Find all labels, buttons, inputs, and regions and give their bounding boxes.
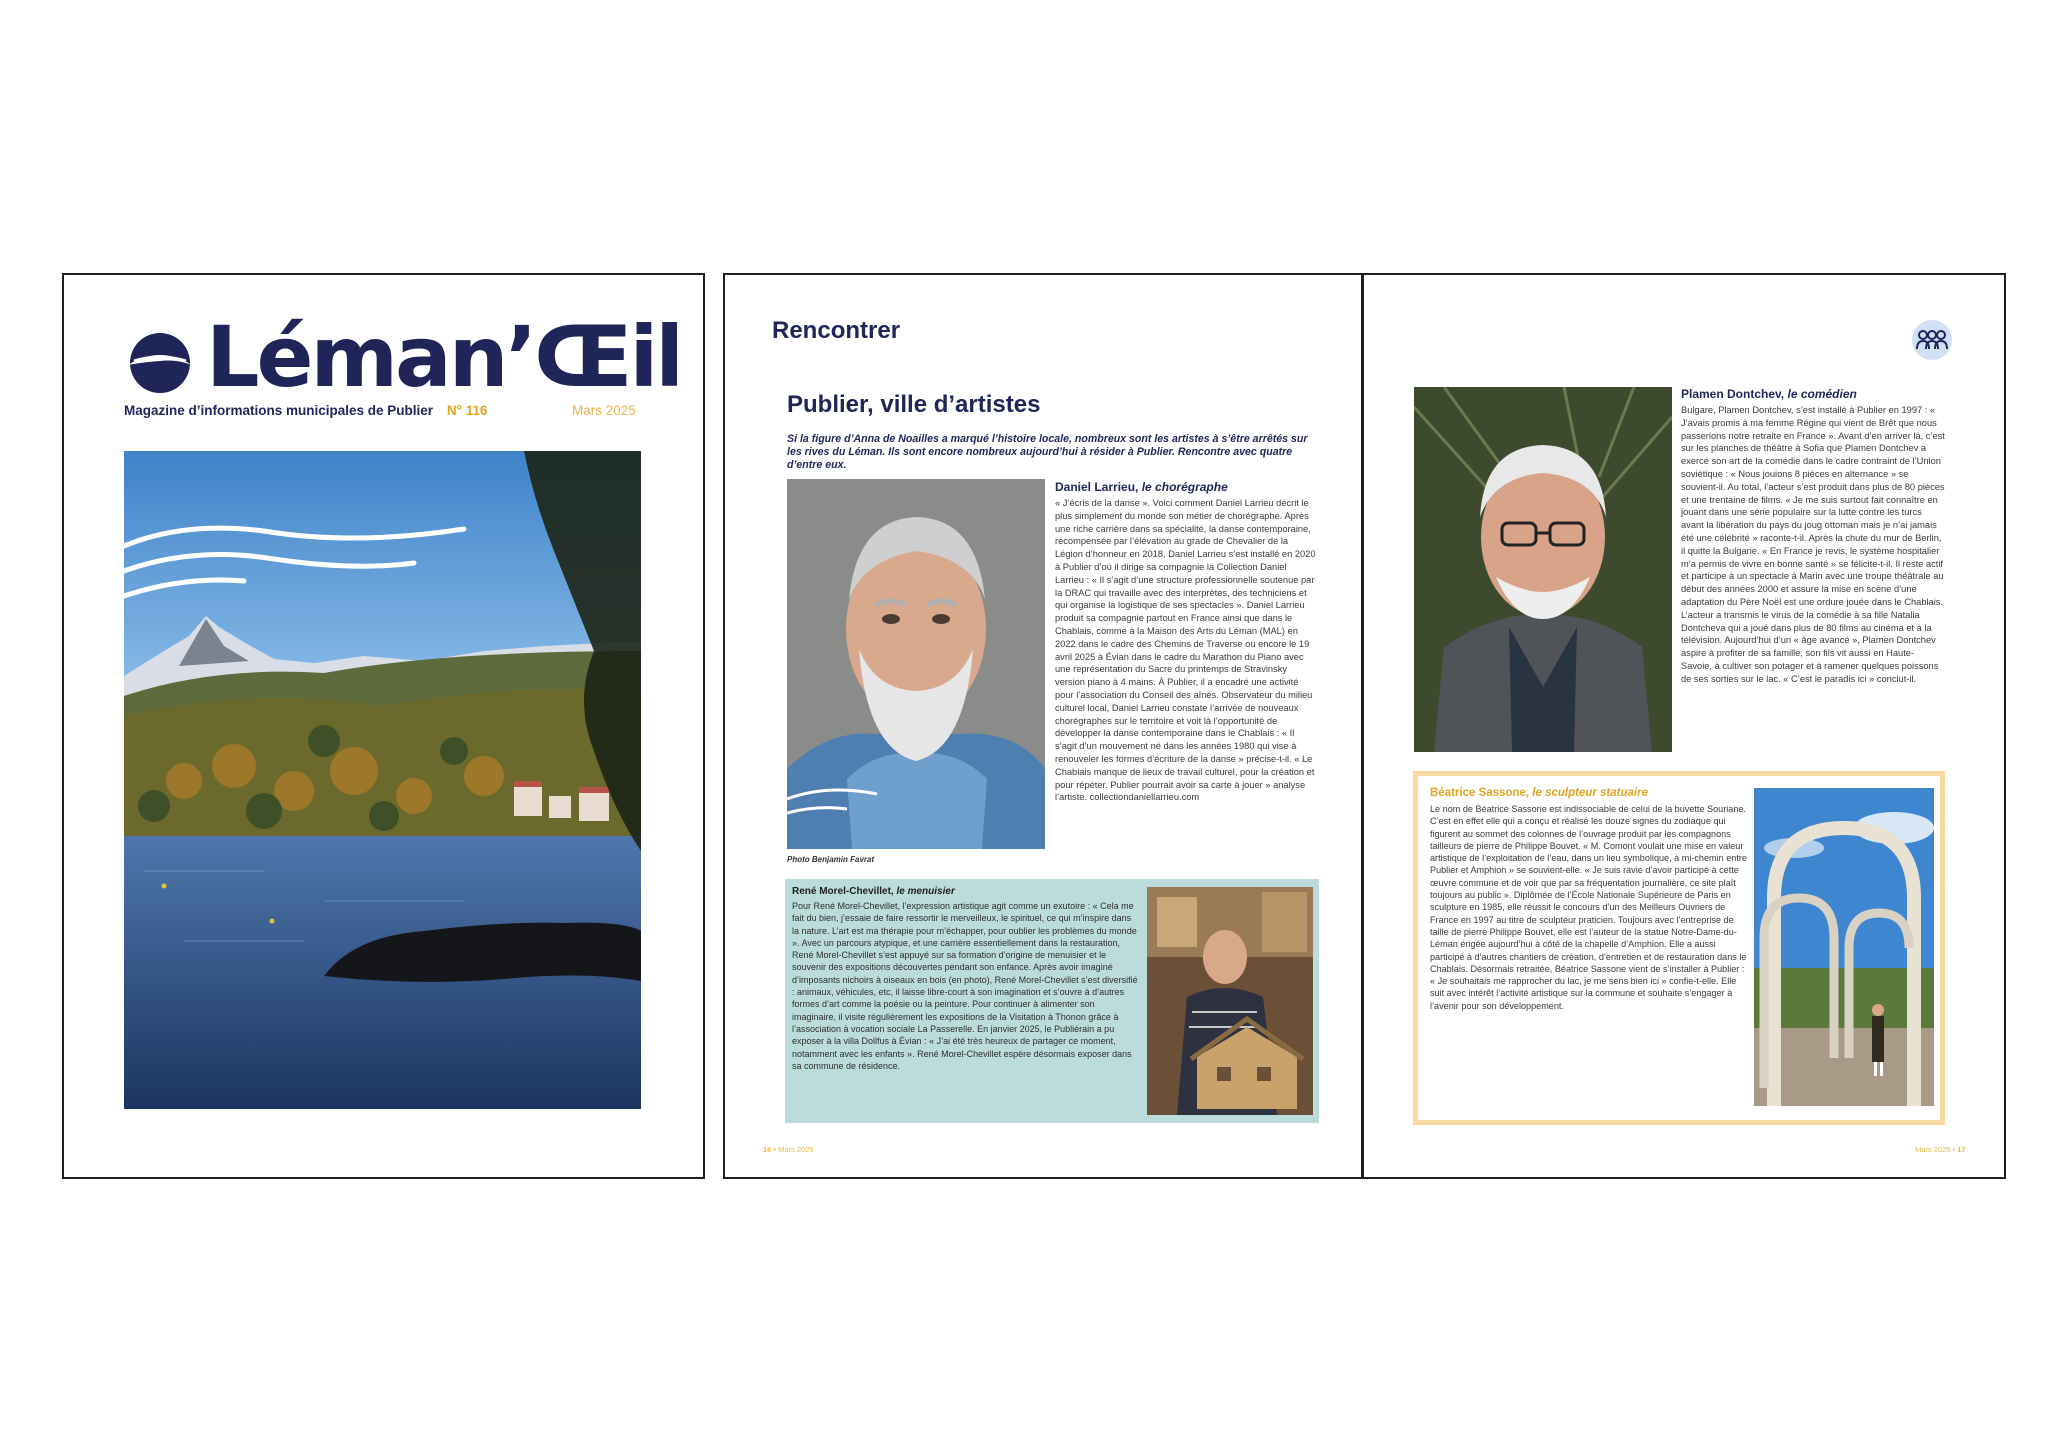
profile-text: Pour René Morel-Chevillet, l’expression artistique agit comme un exutoire : « Cela me fait du bien, j’essaie de faire ressortir le merveilleux, le spirituel, ce qui m’inspire dans la nature. L’art est ma thérapie pour m’échapper, pour oublier les problèmes du monde ». Avec un parcours atypique, et une carrière essentiellement dans la restauration, René Morel-Chevillet s’est appuyé sur sa formation d’origine de menuisier et le souvenir des expositions découvertes pendant son enfance. Après avoir imaginé d’imposants nichoirs à oiseaux en bois (en photo), René Morel-Chevillet s’est diversifié : animaux, véhicules, etc, il laisse libre-court à son imagination et s’ouvre à d’autres formes d’art comme la poésie ou la peinture. Pour continuer à alimenter son imaginaire, il visite régulièrement les expositions de la Visitation à Thonon grâce à l’association à vocation sociale La Passerelle. En janvier 2025, le Publiérain a pu exposer à la villa Dollfus à Évian : « J’ai été très heureux de partager ce moment, notamment avec les enfants ». René Morel-Chevillet espère désormais exposer dans sa commune de résidence. [792,901,1138,1071]
portrait-plamen-dontchev [1414,387,1672,752]
masthead [124,308,682,406]
name-text: Béatrice Sassone, [1430,787,1530,799]
article-title: Publier, ville d’artistes [787,391,1041,418]
role-text: le sculpteur statuaire [1532,787,1648,799]
cover-subline [124,403,644,418]
folio-date: Mars 2025 [778,1145,814,1154]
profile-name [1430,786,1748,801]
folio-date: Mars 2025 [1915,1145,1951,1154]
profile-text: Le nom de Béatrice Sassone est indissociable de celui de la buvette Souriane. C’est en effet elle qui a conçu et réalisé les douze signes du zodiaque qui figurent au sommet des colonnes de l’ouvrage produit par les compagnons tailleurs de pierre de Philippe Bouvet. « M. Comont voulait une mise en valeur artistique de l’exploitation de l’eau, dans un lieu symbolique, à mi-chemin entre Publier et Amphion » se souvient-elle. « Je suis ravie d’avoir participé à cette œuvre commune et de voir que par sa fréquentation journalière, ce site plaît toujours au public ». Diplômée de l’École Nationale Supérieure de Paris en sculpture en 1985, elle réussit le concours d’un des Meilleurs Ouvriers de France en 1997 au titre de sculpteur praticien. Toujours avec l’entreprise de taille de pierre Philippe Bouvet, elle est l’auteur de la statue Notre-Dame-du-Léman érigée aujourd’hui à côté de la chapelle d’Amphion. Elle a aussi participé à d’autres chantiers de création, d’entretien et de restauration dans le Chablais. Désormais retraitée, Béatrice Sassone vient de s’installer à Publier : « Je souhaitais me rapprocher du lac, je me sens bien ici » confie-t-elle. Elle suit avec intérêt l’activité artistique sur la commune et souhaite s’engager à l’avenir pour son développement. [1430,804,1747,1011]
profile-text-block [792,885,1140,1072]
name-text: Plamen Dontchev, [1681,387,1785,401]
folio-right: Mars 2025 • 17 [1915,1145,1966,1154]
article-intro: Si la figure d’Anna de Noailles a marqué l’histoire locale, nombreux sont les artistes à s’être arrêtés sur les rives du Léman. Ils sont encore nombreux aujourd’hui à résider à Publier. Rencontre avec quatre d’entre eux. [787,433,1308,471]
role-text: le comédien [1787,387,1857,401]
cover-subtitle: Magazine d’informations municipales de Publier [124,403,434,418]
portrait-daniel-larrieu [787,479,1045,849]
page-spine [1361,275,1364,1177]
photo-rene-with-birdhouse [1147,887,1313,1115]
folio-left: 16 • Mars 2025 [763,1145,814,1154]
profile-text: Bulgare, Plamen Dontchev, s’est installé à Publier en 1997 : « J’avais promis à ma femme Régine qui vient de Brêt que nous passerions notre retraite en France ». Avant d’en arriver là, c’est sur les planches de théâtre à Sofia que Plamen Dontchev a exercé son art de la comédie dans le cadre contraint de l’Union soviétique : « Nous jouions 8 pièces en alternance » se souvient-il. Au total, l’acteur s’est produit dans plus de 80 pièces et une trentaine de films. « Je me suis surtout fait connaître en jouant dans une série populaire sur la lutte contre les turcs avant la libération du pays du joug ottoman mais je n’ai jamais été une célébrité » raconte-t-il. Après la chute du mur de Berlin, il quitte la Bulgarie. « En France je revis, le système hospitalier m’a permis de vivre en bonne santé » se félicite-t-il. Il reste actif et participe à un spectacle à Marin avec une troupe théâtrale au début des années 2000 et assure la mise en scène d’une adaptation du Père Noël est une ordure jouée dans le Chablais. L’acteur a transmis le virus de la comédie à sa fille Natalia Dontcheva qui a joué dans plus de 80 films au cinéma et à la télévision. Aujourd’hui d’un « âge avancé », Plamen Dontchev aspire à profiter de sa famille, son fils vit aussi en Haute-Savoie, à cultiver son potager et à ramener quelques poissons de ses sorties sur le lac. « C’est le paradis ici » conclut-il. [1681,405,1945,684]
magazine-spread [723,273,2006,1179]
profile-name [1055,480,1317,495]
page-number: 16 [763,1145,772,1154]
cover-photo-lake [124,451,641,1109]
magazine-logo: Léman’Œil [206,308,682,406]
profile-beatrice-sassone [1413,771,1945,1125]
name-text: René Morel-Chevillet, [792,886,894,897]
photo-beatrice-colonnade [1754,788,1934,1106]
role-text: le menuisier [896,886,955,897]
name-text: Daniel Larrieu, [1055,480,1139,494]
role-text: le chorégraphe [1141,480,1228,494]
profile-name [1681,387,1945,402]
profile-text-block [1430,786,1748,1012]
page-number: 17 [1957,1145,1966,1154]
profile-daniel-larrieu [1055,480,1317,804]
people-group-icon [1911,319,1953,361]
profile-text: « J’écris de la danse ». Voici comment Daniel Larrieu décrit le plus simplement du monde son métier de chorégraphe. Après une riche carrière dans sa spécialité, la danse contemporaine, récompensée par l’élévation au grade de Chevalier de la Légion d’honneur en 2018, Daniel Larrieu s’est installé en 2020 à Publier d’où il dirige sa compagnie la Collection Daniel Larrieu : « Il s’agit d’une structure professionnelle soutenue par la DRAC qui travaille avec des interprètes, des techniciens et qui organise la logistique de ses spectacles ». Daniel Larrieu produit sa compagnie partout en France ainsi que dans le Chablais, comme à la Maison des Arts du Léman (MAL) en 2022 dans le cadre des Chemins de Traverse ou encore le 19 avril 2025 à Évian dans le cadre du Marathon du Piano avec une représentation du Sacre du printemps de Stravinsky version piano à 4 mains. À Publier, il a encadré une activité pour l’association du Conseil des aînés. Observateur du milieu culturel local, Daniel Larrieu constate l’arrivée de nouveaux chorégraphes sur le territoire et voit là l’opportunité de développer la danse contemporaine dans le Chablais : « Il s’agit d’un mouvement né dans les années 1980 qui vise à renouveler les formes d’écriture de la danse » précise-t-il. « Le Chablais manque de lieux de travail culturel, pour la création et pour répéter. Publier pourrait avoir sa carte à jouer » analyse l’artiste. collectiondaniellarrieu.com [1055,498,1316,803]
eye-logo-icon [124,331,196,395]
profile-plamen-dontchev [1681,387,1945,686]
profile-name [792,885,1140,898]
magazine-cover [62,273,705,1179]
issue-date: Mars 2025 [572,403,636,418]
profile-rene-morel-chevillet [785,879,1319,1123]
section-title: Rencontrer [772,317,901,344]
photo-credit: Photo Benjamin Favrat [787,855,875,864]
issue-number: N° 116 [446,403,488,418]
